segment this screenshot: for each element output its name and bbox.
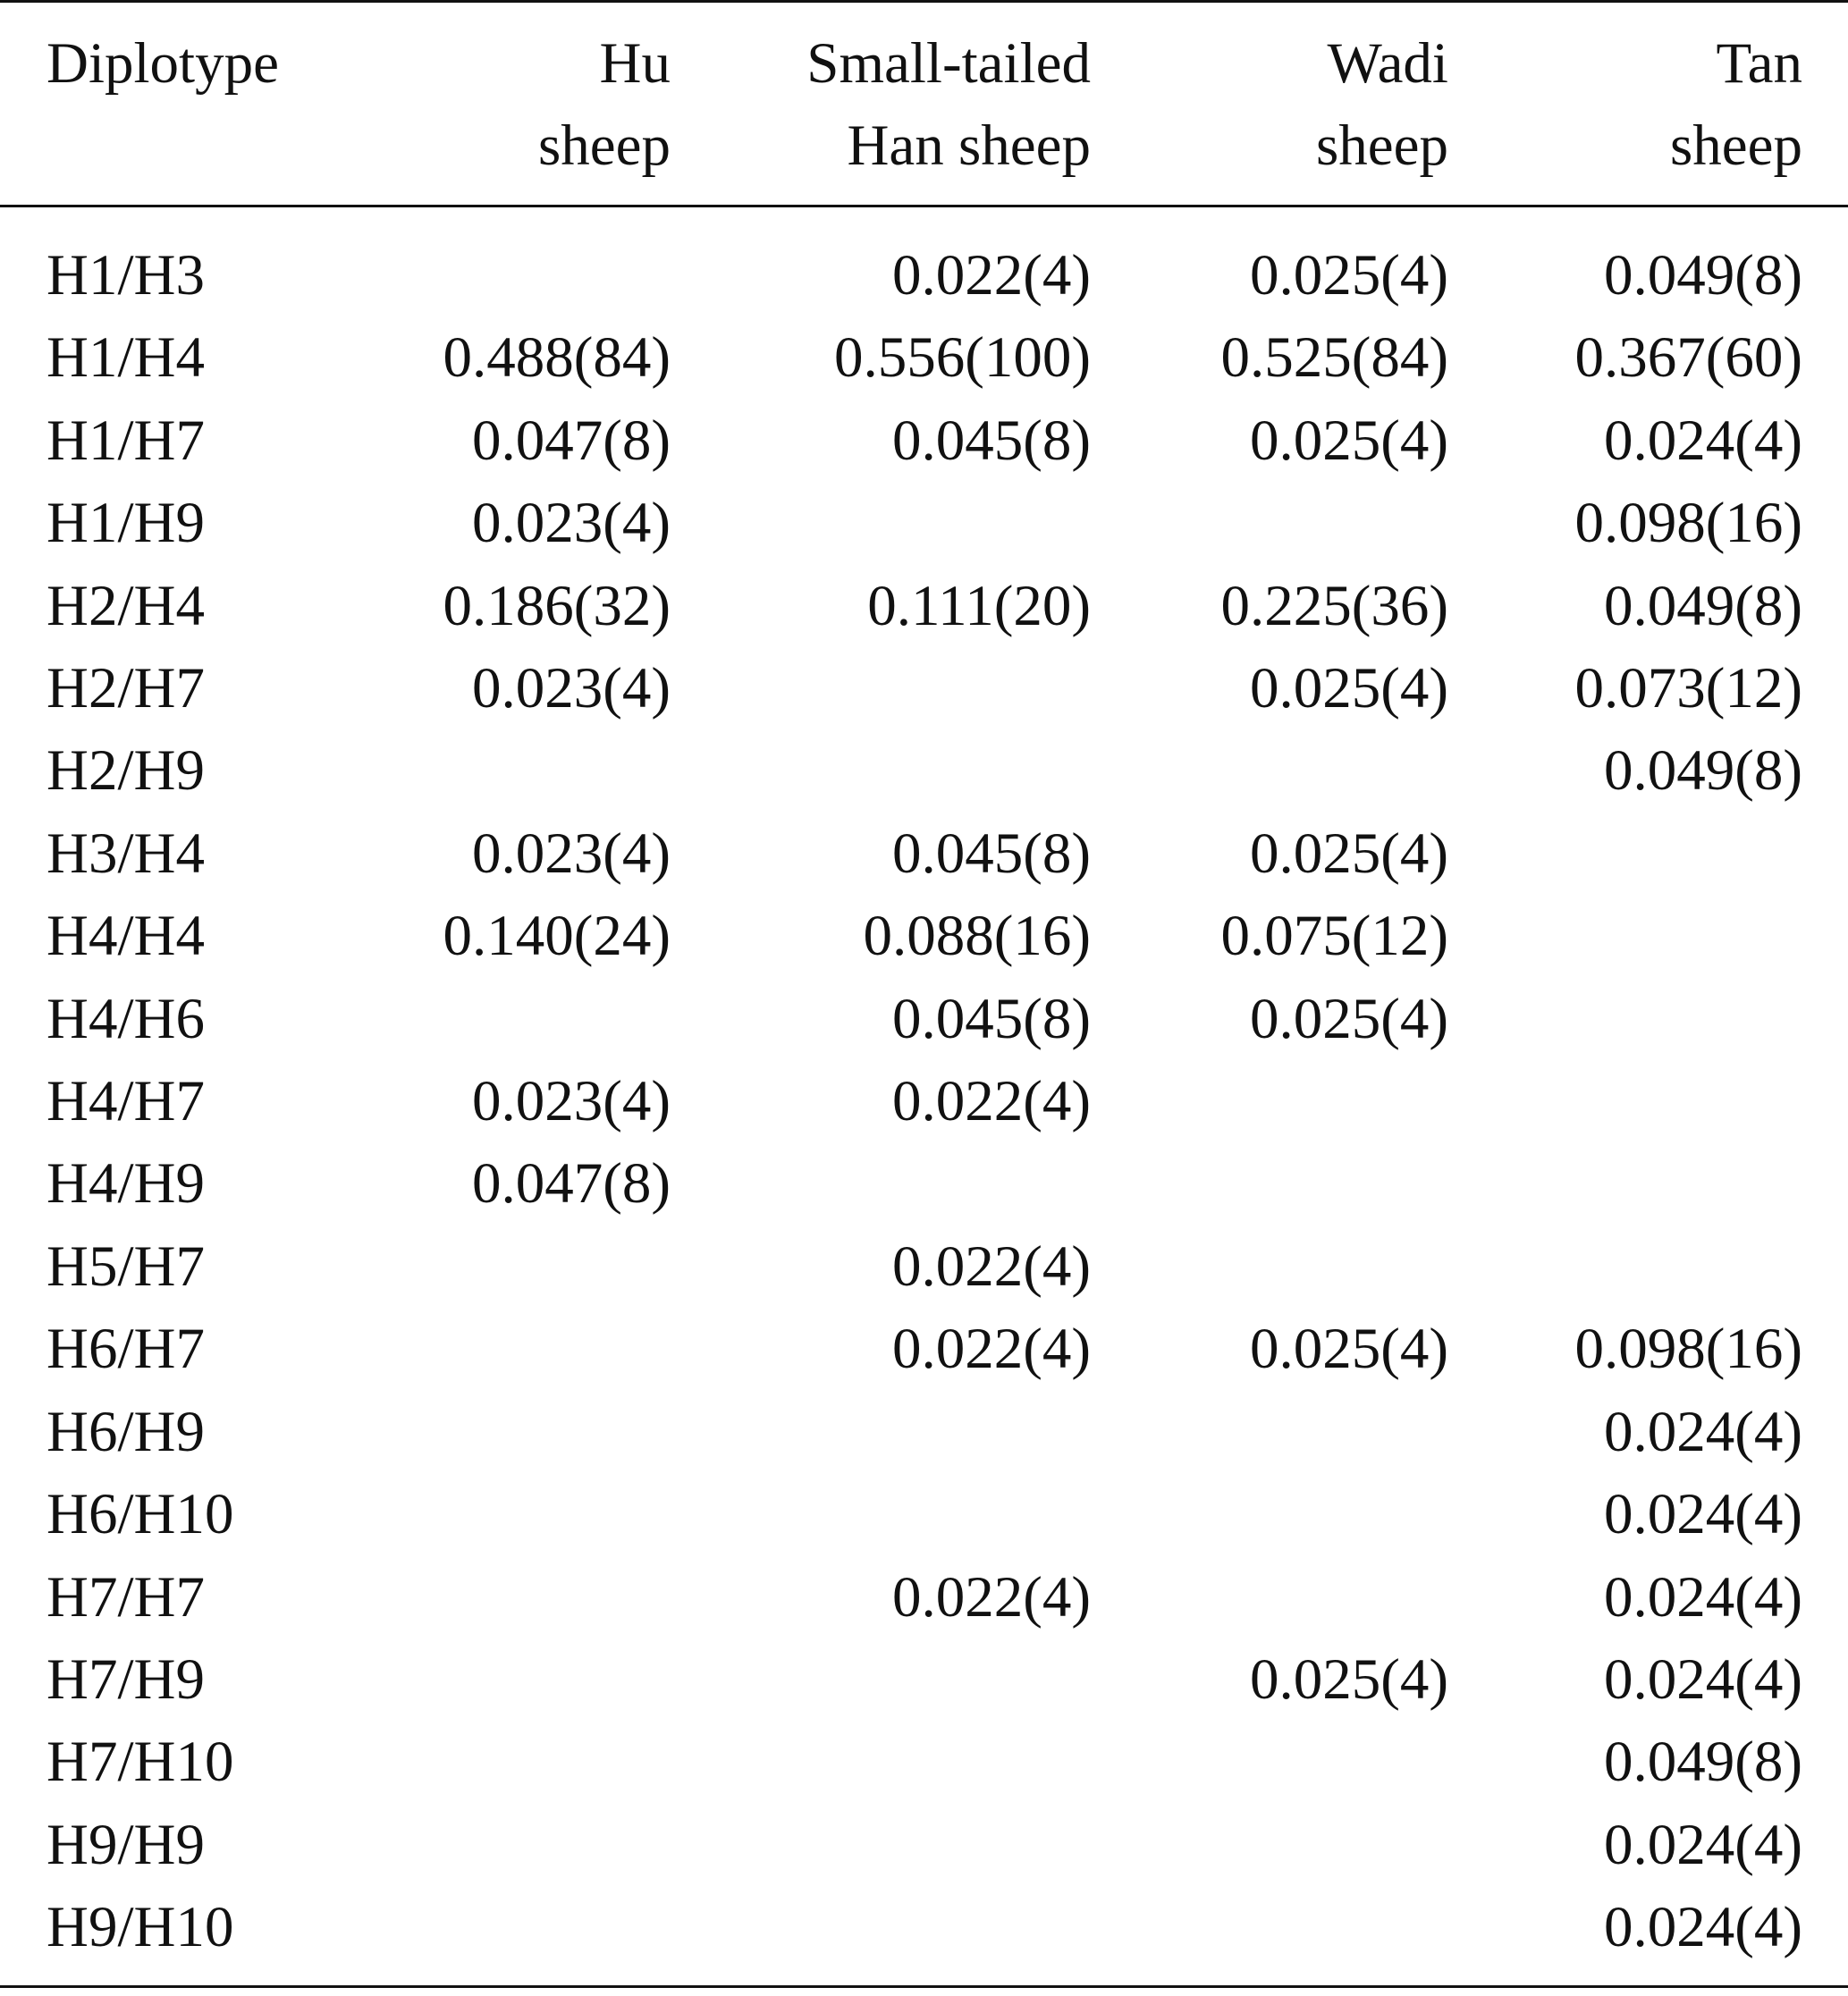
cell-wadi-sheep: 0.025(4) <box>1249 243 1448 307</box>
cell-diplotype: H6/H10 <box>46 1482 234 1547</box>
table-row <box>0 400 1848 482</box>
cell-wadi-sheep: 0.225(36) <box>1220 573 1448 638</box>
cell-small-tailed-han-sheep: 0.022(4) <box>891 243 1091 307</box>
cell-hu-sheep: 0.047(8) <box>471 408 671 473</box>
header-hu-sheep-line1: Hu <box>599 31 671 96</box>
header-small-tailed-han-sheep-line2: Han sheep <box>847 114 1091 178</box>
cell-tan-sheep <box>1448 1225 1802 1308</box>
cell-diplotype: H3/H4 <box>46 821 205 886</box>
cell-diplotype: H2/H7 <box>46 656 205 721</box>
header-small-tailed-han-sheep-line1: Small-tailed <box>806 31 1091 96</box>
cell-wadi-sheep: 0.025(4) <box>1249 821 1448 886</box>
table-row <box>0 1308 1848 1390</box>
row-spacer <box>1802 206 1848 317</box>
row-spacer <box>1802 400 1848 482</box>
row-spacer <box>1802 1142 1848 1225</box>
row-spacer <box>1802 482 1848 564</box>
table-row <box>0 1721 1848 1803</box>
cell-wadi-sheep <box>1091 1556 1448 1638</box>
table-row <box>0 813 1848 895</box>
cell-hu-sheep: 0.023(4) <box>471 1069 671 1134</box>
cell-hu-sheep <box>376 978 671 1060</box>
row-spacer <box>1802 1721 1848 1803</box>
cell-wadi-sheep: 0.025(4) <box>1249 1317 1448 1382</box>
cell-tan-sheep <box>1448 1060 1802 1142</box>
cell-hu-sheep: 0.023(4) <box>471 656 671 721</box>
cell-small-tailed-han-sheep <box>671 1142 1091 1225</box>
cell-diplotype: H9/H10 <box>46 1895 234 1960</box>
cell-small-tailed-han-sheep: 0.022(4) <box>891 1234 1091 1299</box>
cell-wadi-sheep <box>1091 1060 1448 1142</box>
cell-small-tailed-han-sheep: 0.045(8) <box>891 986 1091 1051</box>
cell-diplotype: H1/H3 <box>46 243 205 307</box>
cell-tan-sheep: 0.024(4) <box>1603 1564 1802 1630</box>
row-spacer <box>1802 1060 1848 1142</box>
table-row <box>0 1142 1848 1225</box>
cell-hu-sheep <box>376 1638 671 1721</box>
row-spacer <box>1802 647 1848 729</box>
header-diplotype-line1: Diplotype <box>46 31 279 96</box>
cell-small-tailed-han-sheep <box>671 482 1091 564</box>
cell-hu-sheep <box>376 1721 671 1803</box>
table-row <box>0 206 1848 317</box>
cell-tan-sheep: 0.049(8) <box>1603 243 1802 307</box>
cell-diplotype: H6/H9 <box>46 1399 205 1464</box>
cell-tan-sheep: 0.073(12) <box>1574 656 1802 721</box>
cell-wadi-sheep: 0.025(4) <box>1249 986 1448 1051</box>
table-row <box>0 1556 1848 1638</box>
header-spacer <box>1802 2 1848 206</box>
cell-hu-sheep <box>376 1225 671 1308</box>
header-hu-sheep-line2: sheep <box>538 114 671 178</box>
cell-wadi-sheep <box>1091 482 1448 564</box>
cell-wadi-sheep: 0.525(84) <box>1220 325 1448 391</box>
table-row <box>0 1391 1848 1473</box>
header-tan-sheep-line2: sheep <box>1670 114 1802 178</box>
cell-diplotype: H5/H7 <box>46 1234 205 1299</box>
cell-small-tailed-han-sheep: 0.022(4) <box>891 1317 1091 1382</box>
row-spacer <box>1802 978 1848 1060</box>
row-spacer <box>1802 813 1848 895</box>
cell-hu-sheep <box>376 1886 671 1986</box>
cell-diplotype: H7/H7 <box>46 1564 205 1630</box>
cell-hu-sheep <box>376 1308 671 1390</box>
table-row <box>0 729 1848 812</box>
cell-tan-sheep: 0.024(4) <box>1603 1399 1802 1464</box>
cell-small-tailed-han-sheep <box>671 1886 1091 1986</box>
cell-wadi-sheep <box>1091 1804 1448 1886</box>
cell-diplotype: H7/H10 <box>46 1730 234 1795</box>
cell-tan-sheep: 0.367(60) <box>1574 325 1802 391</box>
table-header <box>0 2 1848 206</box>
cell-diplotype: H1/H7 <box>46 408 205 473</box>
cell-small-tailed-han-sheep: 0.022(4) <box>891 1069 1091 1134</box>
row-spacer <box>1802 1556 1848 1638</box>
header-diplotype <box>0 2 376 206</box>
cell-tan-sheep <box>1448 813 1802 895</box>
row-spacer <box>1802 895 1848 977</box>
row-spacer <box>1802 316 1848 399</box>
cell-tan-sheep: 0.049(8) <box>1603 573 1802 638</box>
cell-small-tailed-han-sheep <box>671 647 1091 729</box>
cell-wadi-sheep <box>1091 1721 1448 1803</box>
cell-tan-sheep: 0.049(8) <box>1603 738 1802 804</box>
header-small-tailed-han-sheep <box>671 2 1091 206</box>
cell-tan-sheep <box>1448 895 1802 977</box>
cell-wadi-sheep: 0.025(4) <box>1249 656 1448 721</box>
row-spacer <box>1802 1308 1848 1390</box>
cell-wadi-sheep <box>1091 729 1448 812</box>
table-row <box>0 1060 1848 1142</box>
cell-wadi-sheep: 0.025(4) <box>1249 408 1448 473</box>
cell-hu-sheep <box>376 729 671 812</box>
cell-diplotype: H4/H4 <box>46 904 205 969</box>
cell-diplotype: H4/H9 <box>46 1151 205 1217</box>
cell-diplotype: H1/H4 <box>46 325 205 391</box>
cell-tan-sheep: 0.024(4) <box>1603 1646 1802 1712</box>
cell-small-tailed-han-sheep: 0.111(20) <box>867 573 1091 638</box>
cell-tan-sheep <box>1448 978 1802 1060</box>
cell-hu-sheep <box>376 1391 671 1473</box>
table-row <box>0 647 1848 729</box>
cell-diplotype: H1/H9 <box>46 491 205 556</box>
cell-tan-sheep: 0.049(8) <box>1603 1730 1802 1795</box>
cell-hu-sheep: 0.023(4) <box>471 821 671 886</box>
row-spacer <box>1802 1804 1848 1886</box>
cell-wadi-sheep: 0.025(4) <box>1249 1646 1448 1712</box>
cell-tan-sheep: 0.098(16) <box>1574 491 1802 556</box>
row-spacer <box>1802 729 1848 812</box>
cell-small-tailed-han-sheep <box>671 1638 1091 1721</box>
cell-hu-sheep <box>376 1473 671 1555</box>
header-hu-sheep <box>376 2 671 206</box>
cell-diplotype: H6/H7 <box>46 1317 205 1382</box>
cell-tan-sheep <box>1448 1142 1802 1225</box>
table-row <box>0 1473 1848 1555</box>
header-wadi-sheep <box>1091 2 1448 206</box>
cell-wadi-sheep <box>1091 1142 1448 1225</box>
cell-diplotype: H2/H4 <box>46 573 205 638</box>
cell-small-tailed-han-sheep: 0.045(8) <box>891 408 1091 473</box>
cell-diplotype: H4/H7 <box>46 1069 205 1134</box>
row-spacer <box>1802 1638 1848 1721</box>
row-spacer <box>1802 1391 1848 1473</box>
cell-hu-sheep: 0.488(84) <box>443 325 671 391</box>
table-row <box>0 1886 1848 1986</box>
header-tan-sheep <box>1448 2 1802 206</box>
header-row <box>0 2 1848 206</box>
cell-diplotype: H4/H6 <box>46 986 205 1051</box>
header-wadi-sheep-line1: Wadi <box>1327 31 1448 96</box>
cell-tan-sheep: 0.024(4) <box>1603 1812 1802 1877</box>
cell-hu-sheep: 0.047(8) <box>471 1151 671 1217</box>
cell-tan-sheep: 0.024(4) <box>1603 408 1802 473</box>
cell-small-tailed-han-sheep: 0.045(8) <box>891 821 1091 886</box>
row-spacer <box>1802 1473 1848 1555</box>
cell-small-tailed-han-sheep <box>671 1391 1091 1473</box>
table-row <box>0 565 1848 647</box>
cell-diplotype: H7/H9 <box>46 1646 205 1712</box>
header-wadi-sheep-line2: sheep <box>1316 114 1448 178</box>
cell-diplotype: H2/H9 <box>46 738 205 804</box>
table-row <box>0 978 1848 1060</box>
cell-small-tailed-han-sheep: 0.556(100) <box>833 325 1091 391</box>
cell-small-tailed-han-sheep <box>671 1473 1091 1555</box>
table-row <box>0 895 1848 977</box>
row-spacer <box>1802 1886 1848 1986</box>
table-row <box>0 316 1848 399</box>
cell-small-tailed-han-sheep <box>671 729 1091 812</box>
cell-hu-sheep: 0.023(4) <box>471 491 671 556</box>
cell-small-tailed-han-sheep: 0.022(4) <box>891 1564 1091 1630</box>
cell-hu-sheep <box>376 1556 671 1638</box>
cell-hu-sheep <box>376 206 671 317</box>
row-spacer <box>1802 1225 1848 1308</box>
table-row <box>0 1225 1848 1308</box>
cell-hu-sheep <box>376 1804 671 1886</box>
cell-tan-sheep: 0.024(4) <box>1603 1895 1802 1960</box>
cell-wadi-sheep <box>1091 1473 1448 1555</box>
cell-diplotype: H9/H9 <box>46 1812 205 1877</box>
cell-wadi-sheep: 0.075(12) <box>1220 904 1448 969</box>
cell-wadi-sheep <box>1091 1391 1448 1473</box>
table-row <box>0 1804 1848 1886</box>
cell-wadi-sheep <box>1091 1225 1448 1308</box>
cell-tan-sheep: 0.024(4) <box>1603 1482 1802 1547</box>
header-tan-sheep-line1: Tan <box>1716 31 1802 96</box>
cell-hu-sheep: 0.140(24) <box>443 904 671 969</box>
cell-small-tailed-han-sheep: 0.088(16) <box>863 904 1091 969</box>
row-spacer <box>1802 565 1848 647</box>
cell-tan-sheep: 0.098(16) <box>1574 1317 1802 1382</box>
cell-hu-sheep: 0.186(32) <box>443 573 671 638</box>
table-body <box>0 206 1848 1987</box>
cell-small-tailed-han-sheep <box>671 1721 1091 1803</box>
table-row <box>0 482 1848 564</box>
cell-wadi-sheep <box>1091 1886 1448 1986</box>
cell-small-tailed-han-sheep <box>671 1804 1091 1886</box>
table-row <box>0 1638 1848 1721</box>
